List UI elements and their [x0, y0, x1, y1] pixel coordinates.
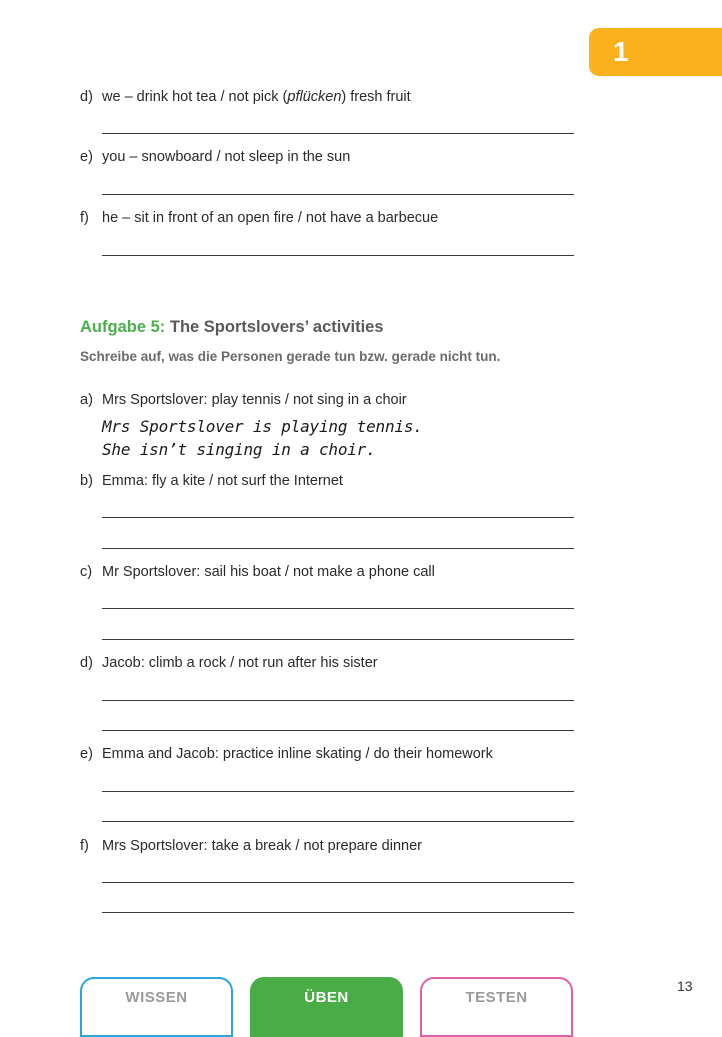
answer-line[interactable] — [102, 194, 574, 195]
previous-item-f — [80, 209, 438, 227]
tab-testen[interactable] — [420, 977, 573, 1037]
item-text-italic: pflücken — [287, 89, 342, 105]
item-text: Mrs Sportslover: take a break / not prepare dinner — [102, 838, 422, 854]
item-text: you – snowboard / not sleep in the sun — [102, 149, 351, 165]
item-f — [80, 837, 422, 855]
item-text: Mr Sportslover: sail his boat / not make a phone call — [102, 564, 435, 580]
item-b — [80, 472, 343, 490]
example-answer-line-2: She isn’t singing in a choir. — [102, 440, 376, 459]
item-letter: e) — [80, 746, 93, 762]
item-text: Emma and Jacob: practice inline skating / do their homework — [102, 746, 493, 762]
tab-testen-label: TESTEN — [465, 989, 528, 1006]
page-number: 13 — [677, 978, 693, 994]
chapter-number: 1 — [613, 36, 629, 67]
tab-wissen-label: WISSEN — [125, 989, 188, 1006]
previous-item-d — [80, 88, 411, 106]
answer-line[interactable] — [102, 639, 574, 640]
item-letter: e) — [80, 149, 93, 165]
task-title: The Sportslovers’ activities — [169, 318, 384, 336]
item-letter: d) — [80, 89, 93, 105]
example-answer-line-1: Mrs Sportslover is playing tennis. — [102, 417, 423, 436]
answer-line[interactable] — [102, 912, 574, 913]
tab-ueben[interactable] — [250, 977, 403, 1037]
task-heading — [80, 318, 384, 337]
item-text-suffix: ) fresh fruit — [341, 89, 411, 105]
item-text: Jacob: climb a rock / not run after his sister — [102, 655, 378, 671]
item-letter: f) — [80, 838, 89, 854]
previous-item-e — [80, 148, 350, 166]
tab-ueben-label: ÜBEN — [304, 989, 349, 1006]
answer-line[interactable] — [102, 517, 574, 518]
task-instruction: Schreibe auf, was die Personen gerade tun bzw. gerade nicht tun. — [80, 349, 501, 364]
answer-line[interactable] — [102, 133, 574, 134]
item-letter: f) — [80, 210, 89, 226]
answer-line[interactable] — [102, 255, 574, 256]
answer-line[interactable] — [102, 730, 574, 731]
tab-wissen[interactable] — [80, 977, 233, 1037]
task-label: Aufgabe 5: — [80, 318, 166, 336]
answer-line[interactable] — [102, 548, 574, 549]
item-text: Emma: fly a kite / not surf the Internet — [102, 473, 343, 489]
item-text: he – sit in front of an open fire / not have a barbecue — [102, 210, 439, 226]
chapter-tab — [589, 28, 722, 76]
answer-line[interactable] — [102, 608, 574, 609]
item-d — [80, 654, 378, 672]
item-a — [80, 391, 407, 409]
item-c — [80, 563, 435, 581]
answer-line[interactable] — [102, 700, 574, 701]
item-e — [80, 745, 493, 763]
answer-line[interactable] — [102, 821, 574, 822]
item-letter: b) — [80, 473, 93, 489]
answer-line[interactable] — [102, 791, 574, 792]
answer-line[interactable] — [102, 882, 574, 883]
item-text: we – drink hot tea / not pick ( — [102, 89, 288, 105]
item-letter: c) — [80, 564, 93, 580]
item-text: Mrs Sportslover: play tennis / not sing in a choir — [102, 392, 407, 408]
item-letter: a) — [80, 392, 93, 408]
item-letter: d) — [80, 655, 93, 671]
